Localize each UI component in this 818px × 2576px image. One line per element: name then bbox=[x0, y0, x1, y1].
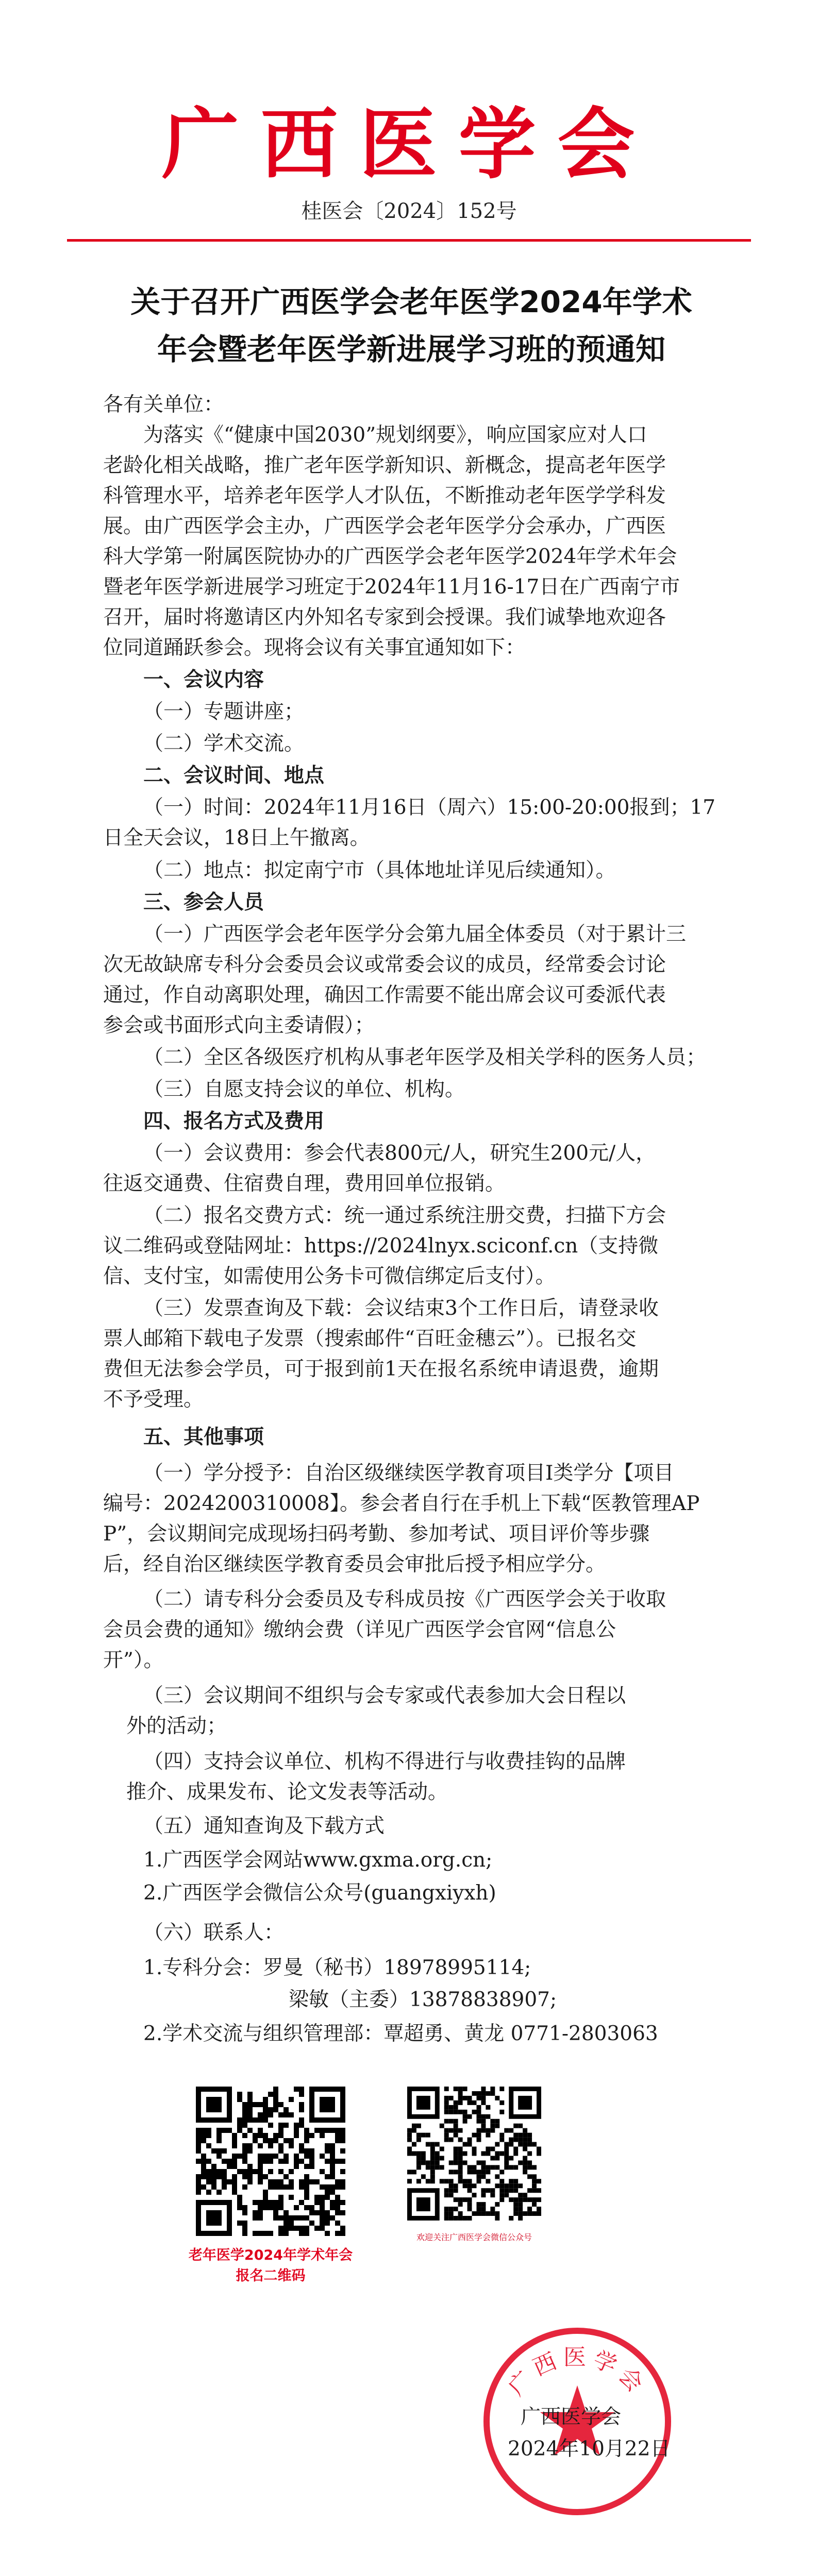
section-5-item: 编号：2024200310008】。参会者自行在手机上下载“医教管理AP bbox=[103, 1492, 700, 1515]
qr-code-icon bbox=[407, 2087, 541, 2221]
document-number: 桂医会〔2024〕152号 bbox=[301, 199, 517, 223]
registration-qr-caption bbox=[160, 2245, 381, 2286]
section-3-heading: 三、参会人员 bbox=[143, 891, 264, 914]
section-4-item: （三）发票查询及下载：会议结束3个工作日后，请登录收 bbox=[143, 1297, 659, 1320]
section-4-item: 不予受理。 bbox=[103, 1388, 204, 1411]
section-5-item: 后，经自治区继续医学教育委员会审批后授予相应学分。 bbox=[103, 1553, 606, 1576]
section-1-heading: 一、会议内容 bbox=[143, 668, 264, 691]
contact-chair: 梁敏（主委）13878838907; bbox=[289, 1988, 557, 2011]
section-3-item: （三）自愿支持会议的单位、机构。 bbox=[143, 1078, 465, 1101]
section-4-item: 票人邮箱下载电子发票（搜索邮件“百旺金穗云”）。已报名交 bbox=[103, 1327, 637, 1350]
section-5-item: （二）请专科分会委员及专科成员按《广西医学会关于收取 bbox=[143, 1588, 666, 1611]
notice-title bbox=[87, 278, 736, 373]
registration-qr-caption-line-1: 老年医学2024年学术年会 bbox=[188, 2247, 353, 2263]
section-3-item: （二）全区各级医疗机构从事老年医学及相关学科的医务人员； bbox=[143, 1046, 707, 1069]
notice-title-line-2: 年会暨老年医学新进展学习班的预通知 bbox=[157, 332, 665, 367]
intro-line: 科管理水平，培养老年医学人才队伍，不断推动老年医学学科发 bbox=[103, 484, 666, 507]
section-2-item: （一）时间：2024年11月16日（周六）15:00-20:00报到；17 bbox=[143, 796, 716, 819]
intro-line: 为落实《“健康中国2030”规划纲要》，响应国家应对人口 bbox=[143, 423, 647, 447]
registration-qr-code[interactable] bbox=[196, 2087, 345, 2236]
section-5-item: （一）学分授予：自治区级继续医学教育项目I类学分【项目 bbox=[143, 1462, 674, 1485]
contact-wechat: 2.广西医学会微信公众号(guangxiyxh) bbox=[143, 1882, 496, 1905]
section-1-item: （二）学术交流。 bbox=[143, 732, 305, 755]
section-4-item: 议二维码或登陆网址：https://2024lnyx.sciconf.cn（支持微 bbox=[103, 1234, 659, 1258]
section-3-item: 通过，作自动离职处理，确因工作需要不能出席会议可委派代表 bbox=[103, 984, 666, 1007]
section-5-item: 开”）。 bbox=[103, 1649, 164, 1672]
notice-title-line-1: 关于召开广西医学会老年医学2024年学术 bbox=[130, 284, 692, 319]
intro-line: 暨老年医学新进展学习班定于2024年11月16-17日在广西南宁市 bbox=[103, 575, 680, 599]
signature-date: 2024年10月22日 bbox=[508, 2437, 671, 2461]
section-5-item: （五）通知查询及下载方式 bbox=[143, 1815, 385, 1838]
contact-secretary: 1.专科分会：罗曼（秘书）18978995114; bbox=[143, 1956, 531, 1979]
section-5-item: P”，会议期间完成现场扫码考勤、参加考试、项目评价等步骤 bbox=[103, 1522, 650, 1546]
section-4-item: 费但无法参会学员，可于报到前1天在报名系统申请退费，逾期 bbox=[103, 1358, 659, 1381]
section-4-item: 信、支付宝，如需使用公务卡可微信绑定后支付）。 bbox=[103, 1265, 556, 1288]
section-4-heading: 四、报名方式及费用 bbox=[143, 1110, 325, 1133]
section-5-item: （六）联系人： bbox=[143, 1921, 285, 1944]
section-5-item: （四）支持会议单位、机构不得进行与收费挂钩的品牌 bbox=[143, 1750, 626, 1773]
section-5-item: 外的活动； bbox=[126, 1715, 227, 1738]
section-3-item: 次无故缺席专科分会委员会议或常委会议的成员，经常委会讨论 bbox=[103, 953, 666, 976]
org-name-title: 广西医学会 bbox=[161, 99, 657, 190]
section-2-item: 日全天会议，18日上午撤离。 bbox=[103, 826, 370, 850]
intro-line: 召开，届时将邀请区内外知名专家到会授课。我们诚挚地欢迎各 bbox=[103, 606, 666, 629]
section-4-item: （二）报名交费方式：统一通过系统注册交费，扫描下方会 bbox=[143, 1204, 666, 1227]
intro-line: 老龄化相关战略，推广老年医学新知识、新概念，提高老年医学 bbox=[103, 454, 666, 477]
registration-qr-caption-line-2: 报名二维码 bbox=[236, 2268, 306, 2284]
seal-text: 广西医学会 bbox=[503, 2344, 652, 2401]
salutation: 各有关单位： bbox=[103, 393, 224, 416]
section-5-heading: 五、其他事项 bbox=[143, 1426, 264, 1449]
contact-website: 1.广西医学会网站www.gxma.org.cn; bbox=[143, 1849, 493, 1872]
section-5-item: 会员会费的通知》缴纳会费（详见广西医学会官网“信息公 bbox=[103, 1618, 616, 1641]
intro-line: 位同道踊跃参会。现将会议有关事宜通知如下： bbox=[103, 636, 526, 659]
contact-dept: 2.学术交流与组织管理部：覃超勇、黄龙 0771-2803063 bbox=[143, 2022, 658, 2045]
intro-line: 科大学第一附属医院协办的广西医学会老年医学2024年学术年会 bbox=[103, 545, 677, 568]
intro-line: 展。由广西医学会主办，广西医学会老年医学分会承办，广西医 bbox=[103, 515, 666, 538]
section-3-item: （一）广西医学会老年医学分会第九届全体委员（对于累计三 bbox=[143, 923, 687, 946]
section-3-item: 参会或书面形式向主委请假）； bbox=[103, 1014, 375, 1037]
red-divider bbox=[67, 239, 751, 242]
wechat-qr-caption: 欢迎关注广西医学会微信公众号 bbox=[416, 2232, 532, 2242]
wechat-qr-code[interactable] bbox=[407, 2087, 541, 2221]
signature-org: 广西医学会 bbox=[521, 2405, 622, 2429]
qr-code-icon bbox=[196, 2087, 345, 2236]
section-4-item: 往返交通费、住宿费自理，费用回单位报销。 bbox=[103, 1172, 506, 1195]
section-2-item: （二）地点：拟定南宁市（具体地址详见后续通知）。 bbox=[143, 859, 616, 882]
section-2-heading: 二、会议时间、地点 bbox=[143, 764, 325, 787]
section-1-item: （一）专题讲座； bbox=[143, 700, 305, 723]
section-5-item: 推介、成果发布、论文发表等活动。 bbox=[126, 1781, 448, 1804]
section-4-item: （一）会议费用：参会代表800元/人，研究生200元/人， bbox=[143, 1142, 656, 1165]
section-5-item: （三）会议期间不组织与会专家或代表参加大会日程以 bbox=[143, 1684, 626, 1707]
